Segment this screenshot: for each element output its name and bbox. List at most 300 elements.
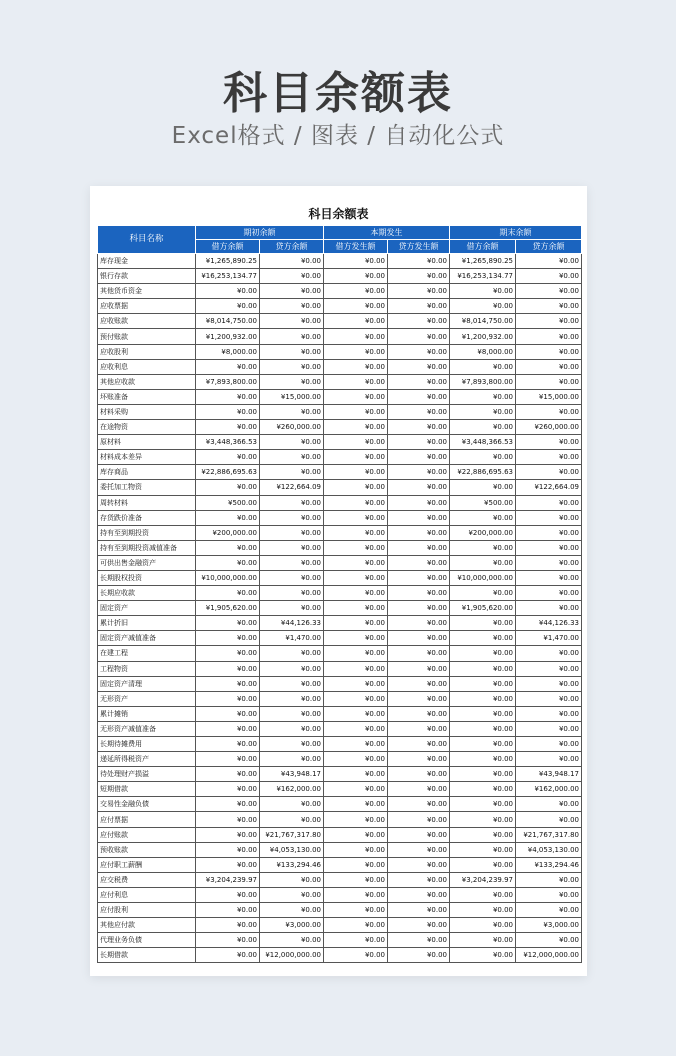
closing-debit-cell: ¥0.00 (450, 903, 516, 918)
account-name-cell: 交易性金融负债 (98, 797, 196, 812)
period-debit-cell: ¥0.00 (324, 767, 388, 782)
opening-credit-cell: ¥122,664.09 (260, 480, 324, 495)
opening-debit-cell: ¥0.00 (196, 359, 260, 374)
table-row (98, 797, 582, 812)
closing-credit-cell: ¥133,294.46 (516, 857, 582, 872)
opening-debit-cell: ¥0.00 (196, 586, 260, 601)
opening-credit-cell: ¥0.00 (260, 359, 324, 374)
table-row (98, 691, 582, 706)
table-row (98, 344, 582, 359)
table-row (98, 737, 582, 752)
table-row (98, 404, 582, 419)
period-debit-cell: ¥0.00 (324, 284, 388, 299)
account-name-cell: 在建工程 (98, 646, 196, 661)
opening-debit-cell: ¥16,253,134.77 (196, 269, 260, 284)
opening-debit-cell: ¥0.00 (196, 918, 260, 933)
account-name-cell: 递延所得税资产 (98, 752, 196, 767)
period-debit-cell: ¥0.00 (324, 646, 388, 661)
table-row (98, 706, 582, 721)
account-name-cell: 固定资产清理 (98, 676, 196, 691)
closing-debit-cell: ¥0.00 (450, 812, 516, 827)
period-credit-cell: ¥0.00 (388, 254, 450, 269)
opening-debit-cell: ¥0.00 (196, 887, 260, 902)
opening-debit-cell: ¥0.00 (196, 903, 260, 918)
table-row (98, 555, 582, 570)
col-header-period-debit: 借方发生额 (324, 240, 388, 254)
opening-credit-cell: ¥0.00 (260, 676, 324, 691)
closing-debit-cell: ¥0.00 (450, 887, 516, 902)
table-body (98, 254, 582, 963)
header-row-groups (98, 226, 582, 240)
period-credit-cell: ¥0.00 (388, 782, 450, 797)
table-row (98, 661, 582, 676)
period-debit-cell: ¥0.00 (324, 691, 388, 706)
closing-credit-cell: ¥0.00 (516, 555, 582, 570)
opening-credit-cell: ¥44,126.33 (260, 616, 324, 631)
period-credit-cell: ¥0.00 (388, 495, 450, 510)
closing-debit-cell: ¥0.00 (450, 661, 516, 676)
period-debit-cell: ¥0.00 (324, 465, 388, 480)
account-name-cell: 应收利息 (98, 359, 196, 374)
opening-credit-cell: ¥0.00 (260, 254, 324, 269)
account-name-cell: 原材料 (98, 435, 196, 450)
period-debit-cell: ¥0.00 (324, 480, 388, 495)
closing-debit-cell: ¥0.00 (450, 631, 516, 646)
closing-debit-cell: ¥200,000.00 (450, 525, 516, 540)
closing-debit-cell: ¥0.00 (450, 857, 516, 872)
account-name-cell: 持有至到期投资减值准备 (98, 540, 196, 555)
period-credit-cell: ¥0.00 (388, 842, 450, 857)
table-row (98, 646, 582, 661)
period-debit-cell: ¥0.00 (324, 586, 388, 601)
closing-credit-cell: ¥0.00 (516, 495, 582, 510)
period-credit-cell: ¥0.00 (388, 404, 450, 419)
account-name-cell: 预付账款 (98, 329, 196, 344)
period-credit-cell: ¥0.00 (388, 857, 450, 872)
opening-credit-cell: ¥15,000.00 (260, 389, 324, 404)
closing-credit-cell: ¥0.00 (516, 540, 582, 555)
opening-debit-cell: ¥0.00 (196, 842, 260, 857)
opening-credit-cell: ¥0.00 (260, 540, 324, 555)
col-group-period: 本期发生 (324, 226, 450, 240)
opening-debit-cell: ¥0.00 (196, 812, 260, 827)
period-debit-cell: ¥0.00 (324, 752, 388, 767)
closing-debit-cell: ¥0.00 (450, 404, 516, 419)
opening-debit-cell: ¥0.00 (196, 510, 260, 525)
period-credit-cell: ¥0.00 (388, 480, 450, 495)
opening-credit-cell: ¥43,948.17 (260, 767, 324, 782)
closing-debit-cell: ¥8,014,750.00 (450, 314, 516, 329)
closing-credit-cell: ¥0.00 (516, 374, 582, 389)
closing-credit-cell: ¥0.00 (516, 465, 582, 480)
opening-debit-cell: ¥0.00 (196, 555, 260, 570)
table-row (98, 540, 582, 555)
closing-credit-cell: ¥43,948.17 (516, 767, 582, 782)
opening-credit-cell: ¥0.00 (260, 450, 324, 465)
closing-credit-cell: ¥0.00 (516, 359, 582, 374)
period-credit-cell: ¥0.00 (388, 555, 450, 570)
period-credit-cell: ¥0.00 (388, 933, 450, 948)
period-debit-cell: ¥0.00 (324, 389, 388, 404)
table-row (98, 616, 582, 631)
opening-credit-cell: ¥4,053,130.00 (260, 842, 324, 857)
table-row (98, 782, 582, 797)
period-debit-cell: ¥0.00 (324, 329, 388, 344)
closing-credit-cell: ¥0.00 (516, 812, 582, 827)
closing-debit-cell: ¥0.00 (450, 299, 516, 314)
opening-credit-cell: ¥0.00 (260, 555, 324, 570)
closing-credit-cell: ¥0.00 (516, 510, 582, 525)
opening-debit-cell: ¥0.00 (196, 389, 260, 404)
opening-debit-cell: ¥1,200,932.00 (196, 329, 260, 344)
account-name-cell: 待处理财产损溢 (98, 767, 196, 782)
closing-credit-cell: ¥0.00 (516, 601, 582, 616)
table-row (98, 631, 582, 646)
opening-debit-cell: ¥0.00 (196, 646, 260, 661)
closing-credit-cell: ¥0.00 (516, 661, 582, 676)
opening-debit-cell: ¥0.00 (196, 706, 260, 721)
closing-debit-cell: ¥3,448,366.53 (450, 435, 516, 450)
table-row (98, 933, 582, 948)
sheet-title: 科目余额表 (308, 207, 369, 221)
closing-debit-cell: ¥0.00 (450, 616, 516, 631)
closing-debit-cell: ¥1,200,932.00 (450, 329, 516, 344)
period-credit-cell: ¥0.00 (388, 359, 450, 374)
period-debit-cell: ¥0.00 (324, 676, 388, 691)
period-credit-cell: ¥0.00 (388, 887, 450, 902)
period-debit-cell: ¥0.00 (324, 510, 388, 525)
closing-credit-cell: ¥21,767,317.80 (516, 827, 582, 842)
opening-credit-cell: ¥162,000.00 (260, 782, 324, 797)
opening-credit-cell: ¥0.00 (260, 887, 324, 902)
closing-debit-cell: ¥0.00 (450, 555, 516, 570)
period-debit-cell: ¥0.00 (324, 299, 388, 314)
opening-debit-cell: ¥0.00 (196, 450, 260, 465)
closing-credit-cell: ¥0.00 (516, 903, 582, 918)
account-name-cell: 存货跌价准备 (98, 510, 196, 525)
closing-credit-cell: ¥15,000.00 (516, 389, 582, 404)
closing-credit-cell: ¥12,000,000.00 (516, 948, 582, 963)
period-credit-cell: ¥0.00 (388, 314, 450, 329)
opening-credit-cell: ¥0.00 (260, 752, 324, 767)
closing-credit-cell: ¥0.00 (516, 299, 582, 314)
period-debit-cell: ¥0.00 (324, 254, 388, 269)
period-debit-cell: ¥0.00 (324, 903, 388, 918)
period-debit-cell: ¥0.00 (324, 933, 388, 948)
period-credit-cell: ¥0.00 (388, 344, 450, 359)
table-row (98, 586, 582, 601)
opening-credit-cell: ¥0.00 (260, 661, 324, 676)
period-credit-cell: ¥0.00 (388, 676, 450, 691)
period-credit-cell: ¥0.00 (388, 872, 450, 887)
period-debit-cell: ¥0.00 (324, 601, 388, 616)
period-debit-cell: ¥0.00 (324, 314, 388, 329)
period-debit-cell: ¥0.00 (324, 495, 388, 510)
opening-credit-cell: ¥0.00 (260, 706, 324, 721)
table-row (98, 359, 582, 374)
period-credit-cell: ¥0.00 (388, 948, 450, 963)
closing-debit-cell: ¥3,204,239.97 (450, 872, 516, 887)
opening-credit-cell: ¥0.00 (260, 269, 324, 284)
period-credit-cell: ¥0.00 (388, 767, 450, 782)
period-debit-cell: ¥0.00 (324, 948, 388, 963)
account-name-cell: 其他货币资金 (98, 284, 196, 299)
account-name-cell: 持有至到期投资 (98, 525, 196, 540)
closing-debit-cell: ¥0.00 (450, 586, 516, 601)
opening-debit-cell: ¥0.00 (196, 933, 260, 948)
period-debit-cell: ¥0.00 (324, 359, 388, 374)
closing-debit-cell: ¥0.00 (450, 510, 516, 525)
period-debit-cell: ¥0.00 (324, 706, 388, 721)
closing-debit-cell: ¥0.00 (450, 782, 516, 797)
account-name-cell: 材料采购 (98, 404, 196, 419)
opening-debit-cell: ¥0.00 (196, 676, 260, 691)
closing-credit-cell: ¥0.00 (516, 933, 582, 948)
opening-credit-cell: ¥0.00 (260, 435, 324, 450)
opening-debit-cell: ¥10,000,000.00 (196, 570, 260, 585)
opening-credit-cell: ¥0.00 (260, 299, 324, 314)
period-debit-cell: ¥0.00 (324, 616, 388, 631)
closing-credit-cell: ¥0.00 (516, 329, 582, 344)
closing-credit-cell: ¥0.00 (516, 254, 582, 269)
opening-debit-cell: ¥3,448,366.53 (196, 435, 260, 450)
closing-credit-cell: ¥0.00 (516, 676, 582, 691)
closing-credit-cell: ¥44,126.33 (516, 616, 582, 631)
closing-credit-cell: ¥0.00 (516, 872, 582, 887)
account-name-cell: 累计摊销 (98, 706, 196, 721)
period-debit-cell: ¥0.00 (324, 737, 388, 752)
opening-credit-cell: ¥21,767,317.80 (260, 827, 324, 842)
table-row (98, 299, 582, 314)
closing-credit-cell: ¥0.00 (516, 887, 582, 902)
opening-credit-cell: ¥0.00 (260, 721, 324, 736)
table-row (98, 721, 582, 736)
closing-debit-cell: ¥0.00 (450, 721, 516, 736)
period-credit-cell: ¥0.00 (388, 510, 450, 525)
closing-debit-cell: ¥22,886,695.63 (450, 465, 516, 480)
account-name-cell: 固定资产 (98, 601, 196, 616)
account-name-cell: 应付账款 (98, 827, 196, 842)
col-header-closing-debit: 借方余额 (450, 240, 516, 254)
account-name-cell: 应收账款 (98, 314, 196, 329)
period-debit-cell: ¥0.00 (324, 404, 388, 419)
closing-debit-cell: ¥10,000,000.00 (450, 570, 516, 585)
closing-credit-cell: ¥0.00 (516, 586, 582, 601)
period-credit-cell: ¥0.00 (388, 903, 450, 918)
opening-credit-cell: ¥0.00 (260, 495, 324, 510)
period-debit-cell: ¥0.00 (324, 661, 388, 676)
opening-debit-cell: ¥1,265,890.25 (196, 254, 260, 269)
period-credit-cell: ¥0.00 (388, 525, 450, 540)
col-group-closing: 期末余额 (450, 226, 582, 240)
period-debit-cell: ¥0.00 (324, 782, 388, 797)
opening-debit-cell: ¥0.00 (196, 737, 260, 752)
table-row (98, 284, 582, 299)
closing-credit-cell: ¥0.00 (516, 706, 582, 721)
opening-credit-cell: ¥0.00 (260, 601, 324, 616)
account-name-cell: 库存现金 (98, 254, 196, 269)
account-name-cell: 其他应收款 (98, 374, 196, 389)
closing-debit-cell: ¥0.00 (450, 691, 516, 706)
opening-credit-cell: ¥0.00 (260, 329, 324, 344)
col-header-period-credit: 贷方发生额 (388, 240, 450, 254)
opening-debit-cell: ¥0.00 (196, 827, 260, 842)
period-debit-cell: ¥0.00 (324, 827, 388, 842)
period-debit-cell: ¥0.00 (324, 887, 388, 902)
account-name-cell: 应付票据 (98, 812, 196, 827)
opening-debit-cell: ¥8,000.00 (196, 344, 260, 359)
period-credit-cell: ¥0.00 (388, 631, 450, 646)
closing-debit-cell: ¥0.00 (450, 646, 516, 661)
closing-credit-cell: ¥1,470.00 (516, 631, 582, 646)
table-row (98, 480, 582, 495)
period-debit-cell: ¥0.00 (324, 420, 388, 435)
opening-credit-cell: ¥0.00 (260, 646, 324, 661)
period-credit-cell: ¥0.00 (388, 706, 450, 721)
table-row (98, 269, 582, 284)
opening-debit-cell: ¥0.00 (196, 857, 260, 872)
table-row (98, 857, 582, 872)
opening-credit-cell: ¥0.00 (260, 933, 324, 948)
closing-debit-cell: ¥1,905,620.00 (450, 601, 516, 616)
account-name-cell: 库存商品 (98, 465, 196, 480)
period-credit-cell: ¥0.00 (388, 269, 450, 284)
account-name-cell: 长期股权投资 (98, 570, 196, 585)
table-row (98, 450, 582, 465)
closing-debit-cell: ¥0.00 (450, 450, 516, 465)
table-row (98, 887, 582, 902)
table-row (98, 329, 582, 344)
account-name-cell: 可供出售金融资产 (98, 555, 196, 570)
closing-credit-cell: ¥0.00 (516, 314, 582, 329)
table-row (98, 903, 582, 918)
opening-debit-cell: ¥0.00 (196, 767, 260, 782)
period-credit-cell: ¥0.00 (388, 918, 450, 933)
closing-debit-cell: ¥0.00 (450, 420, 516, 435)
period-credit-cell: ¥0.00 (388, 450, 450, 465)
table-row (98, 872, 582, 887)
opening-credit-cell: ¥0.00 (260, 812, 324, 827)
opening-debit-cell: ¥200,000.00 (196, 525, 260, 540)
opening-debit-cell: ¥1,905,620.00 (196, 601, 260, 616)
opening-credit-cell: ¥0.00 (260, 404, 324, 419)
period-credit-cell: ¥0.00 (388, 570, 450, 585)
closing-debit-cell: ¥0.00 (450, 752, 516, 767)
closing-credit-cell: ¥260,000.00 (516, 420, 582, 435)
period-debit-cell: ¥0.00 (324, 842, 388, 857)
opening-debit-cell: ¥0.00 (196, 691, 260, 706)
period-debit-cell: ¥0.00 (324, 570, 388, 585)
page-subtitle: Excel格式 / 图表 / 自动化公式 (171, 123, 505, 149)
table-row (98, 389, 582, 404)
opening-credit-cell: ¥12,000,000.00 (260, 948, 324, 963)
period-credit-cell: ¥0.00 (388, 827, 450, 842)
opening-debit-cell: ¥0.00 (196, 752, 260, 767)
opening-credit-cell: ¥1,470.00 (260, 631, 324, 646)
closing-credit-cell: ¥0.00 (516, 450, 582, 465)
opening-debit-cell: ¥0.00 (196, 948, 260, 963)
table-row (98, 676, 582, 691)
account-name-cell: 无形资产 (98, 691, 196, 706)
opening-credit-cell: ¥0.00 (260, 510, 324, 525)
account-name-cell: 应付利息 (98, 887, 196, 902)
closing-debit-cell: ¥500.00 (450, 495, 516, 510)
period-debit-cell: ¥0.00 (324, 525, 388, 540)
account-name-cell: 委托加工物资 (98, 480, 196, 495)
opening-credit-cell: ¥0.00 (260, 872, 324, 887)
account-name-cell: 长期应收款 (98, 586, 196, 601)
closing-credit-cell: ¥0.00 (516, 435, 582, 450)
table-row (98, 314, 582, 329)
period-debit-cell: ¥0.00 (324, 797, 388, 812)
period-credit-cell: ¥0.00 (388, 299, 450, 314)
table-row (98, 525, 582, 540)
closing-credit-cell: ¥0.00 (516, 570, 582, 585)
account-name-cell: 代理业务负债 (98, 933, 196, 948)
period-credit-cell: ¥0.00 (388, 601, 450, 616)
table-row (98, 812, 582, 827)
col-header-account-name: 科目名称 (98, 226, 196, 254)
closing-debit-cell: ¥0.00 (450, 540, 516, 555)
opening-debit-cell: ¥0.00 (196, 420, 260, 435)
opening-debit-cell: ¥0.00 (196, 797, 260, 812)
account-name-cell: 应付职工薪酬 (98, 857, 196, 872)
closing-debit-cell: ¥0.00 (450, 918, 516, 933)
opening-credit-cell: ¥0.00 (260, 570, 324, 585)
period-debit-cell: ¥0.00 (324, 435, 388, 450)
account-name-cell: 材料成本差异 (98, 450, 196, 465)
closing-debit-cell: ¥0.00 (450, 842, 516, 857)
closing-debit-cell: ¥0.00 (450, 797, 516, 812)
period-debit-cell: ¥0.00 (324, 450, 388, 465)
period-debit-cell: ¥0.00 (324, 721, 388, 736)
opening-debit-cell: ¥0.00 (196, 782, 260, 797)
period-credit-cell: ¥0.00 (388, 616, 450, 631)
opening-credit-cell: ¥0.00 (260, 737, 324, 752)
period-credit-cell: ¥0.00 (388, 812, 450, 827)
table-row (98, 570, 582, 585)
table-row (98, 842, 582, 857)
closing-credit-cell: ¥162,000.00 (516, 782, 582, 797)
account-name-cell: 短期借款 (98, 782, 196, 797)
period-credit-cell: ¥0.00 (388, 420, 450, 435)
account-name-cell: 应交税费 (98, 872, 196, 887)
period-debit-cell: ¥0.00 (324, 374, 388, 389)
period-debit-cell: ¥0.00 (324, 812, 388, 827)
col-header-opening-debit: 借方余额 (196, 240, 260, 254)
closing-debit-cell: ¥0.00 (450, 827, 516, 842)
opening-credit-cell: ¥0.00 (260, 284, 324, 299)
table-row (98, 435, 582, 450)
opening-debit-cell: ¥0.00 (196, 284, 260, 299)
closing-debit-cell: ¥1,265,890.25 (450, 254, 516, 269)
closing-credit-cell: ¥0.00 (516, 721, 582, 736)
period-debit-cell: ¥0.00 (324, 344, 388, 359)
closing-credit-cell: ¥0.00 (516, 525, 582, 540)
period-credit-cell: ¥0.00 (388, 435, 450, 450)
closing-debit-cell: ¥16,253,134.77 (450, 269, 516, 284)
opening-debit-cell: ¥0.00 (196, 480, 260, 495)
period-credit-cell: ¥0.00 (388, 721, 450, 736)
period-credit-cell: ¥0.00 (388, 691, 450, 706)
closing-debit-cell: ¥0.00 (450, 389, 516, 404)
period-credit-cell: ¥0.00 (388, 284, 450, 299)
opening-credit-cell: ¥0.00 (260, 344, 324, 359)
table-row (98, 254, 582, 269)
opening-credit-cell: ¥0.00 (260, 797, 324, 812)
closing-credit-cell: ¥122,664.09 (516, 480, 582, 495)
page-title: 科目余额表 (223, 68, 453, 119)
